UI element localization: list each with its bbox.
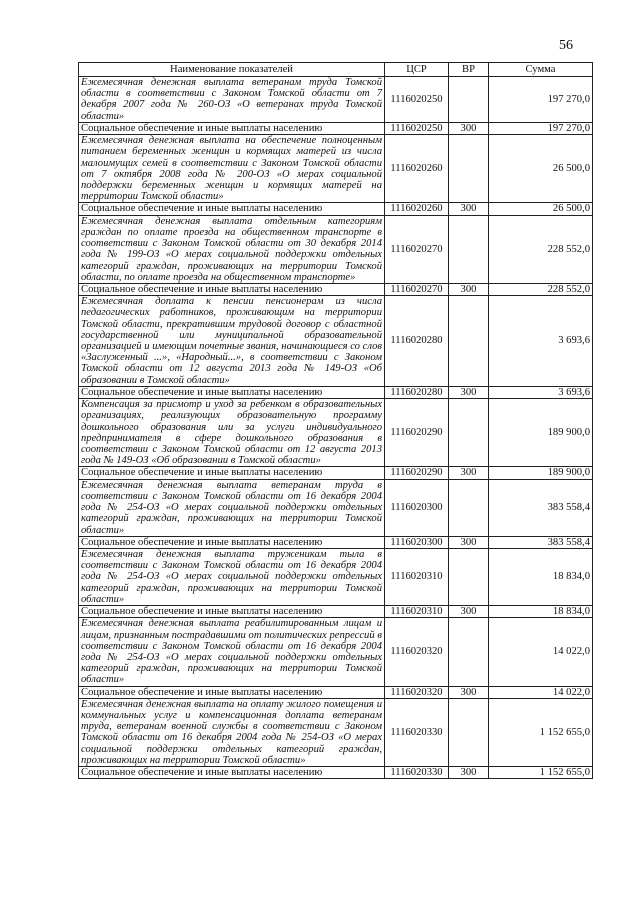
row-sum: 18 834,0 xyxy=(489,606,593,618)
row-sum: 3 693,6 xyxy=(489,386,593,398)
table-row xyxy=(79,77,593,123)
row-sum: 14 022,0 xyxy=(489,686,593,698)
row-sum: 189 900,0 xyxy=(489,399,593,467)
row-vr xyxy=(449,399,489,467)
table-header-row xyxy=(79,63,593,77)
row-vr: 300 xyxy=(449,606,489,618)
row-name: Социальное обеспечение и иные выплаты населению xyxy=(79,203,385,215)
row-name: Ежемесячная денежная выплата отдельным категориям граждан по оплате проезда на общественном транспорте в соответствии с Законом Томской области от 30 декабря 2014 года № 199-ОЗ «О мерах социальной поддержки отдельных категорий граждан, проживающих на территории Томской области, по оплате проезда на общественном транспорте» xyxy=(79,215,385,283)
row-vr xyxy=(449,548,489,605)
row-csr: 1116020270 xyxy=(385,283,449,295)
row-name: Ежемесячная денежная выплата на обеспечение полноценным питанием беременных женщин и кормящих матерей из числа малоимущих семей в соответствии с Законом Томской области от 7 октября 2008 года № 200-ОЗ «О мерах социальной поддержки беременных женщин и кормящих матерей на территории Томской области» xyxy=(79,135,385,203)
row-sum: 18 834,0 xyxy=(489,548,593,605)
row-sum: 189 900,0 xyxy=(489,467,593,479)
row-name: Ежемесячная денежная выплата ветеранам труда в соответствии с Законом Томской области от 16 декабря 2004 года № 254-ОЗ «О мерах социальной поддержки отдельных категорий граждан, проживающих на территории Томской области» xyxy=(79,479,385,536)
row-name: Социальное обеспечение и иные выплаты населению xyxy=(79,536,385,548)
row-csr: 1116020300 xyxy=(385,479,449,536)
row-csr: 1116020330 xyxy=(385,767,449,779)
row-name: Ежемесячная денежная выплата на оплату жилого помещения и коммунальных услуг и компенсационная доплата ветеранам труда, ветеранам военной службы в соответствии с Законом Томской области от 16 декабря 2004 года № 254-ОЗ «О мерах социальной поддержки отдельных категорий граждан, проживающих на территории Томской области» xyxy=(79,698,385,766)
row-csr: 1116020290 xyxy=(385,399,449,467)
row-csr: 1116020280 xyxy=(385,296,449,387)
table-row xyxy=(79,296,593,387)
row-name: Социальное обеспечение и иные выплаты населению xyxy=(79,686,385,698)
table-row xyxy=(79,467,593,479)
row-csr: 1116020270 xyxy=(385,215,449,283)
row-sum: 197 270,0 xyxy=(489,122,593,134)
row-csr: 1116020300 xyxy=(385,536,449,548)
row-name: Социальное обеспечение и иные выплаты населению xyxy=(79,386,385,398)
table-row xyxy=(79,122,593,134)
row-name: Социальное обеспечение и иные выплаты населению xyxy=(79,606,385,618)
budget-table xyxy=(78,62,593,779)
row-vr xyxy=(449,77,489,123)
table-row xyxy=(79,479,593,536)
row-name: Социальное обеспечение и иные выплаты населению xyxy=(79,767,385,779)
row-name: Социальное обеспечение и иные выплаты населению xyxy=(79,283,385,295)
row-name: Ежемесячная денежная выплата ветеранам труда Томской области в соответствии с Законом Томской области от 7 декабря 2007 года № 260-ОЗ «О ветеранах труда Томской области» xyxy=(79,77,385,123)
row-vr: 300 xyxy=(449,283,489,295)
row-vr: 300 xyxy=(449,686,489,698)
row-vr: 300 xyxy=(449,122,489,134)
row-name: Социальное обеспечение и иные выплаты населению xyxy=(79,122,385,134)
row-sum: 3 693,6 xyxy=(489,296,593,387)
row-vr xyxy=(449,618,489,686)
row-vr: 300 xyxy=(449,536,489,548)
header-sum: Сумма xyxy=(489,63,593,77)
table-row xyxy=(79,536,593,548)
table-row xyxy=(79,698,593,766)
row-name: Ежемесячная доплата к пенсии пенсионерам из числа педагогических работников, проживающим на территории Томской области, прекратившим трудовой договор с областной государственной или муниципальной образовательной организацией и имеющим почетные звания, начинающиеся со слов «Заслуженный ...», «Народный...», в соответствии с Законом Томской области от 12 августа 2013 года № 149-ОЗ «Об образовании в Томской области» xyxy=(79,296,385,387)
table-row xyxy=(79,686,593,698)
row-vr xyxy=(449,296,489,387)
row-sum: 197 270,0 xyxy=(489,77,593,123)
row-csr: 1116020250 xyxy=(385,77,449,123)
table-row xyxy=(79,386,593,398)
row-name: Социальное обеспечение и иные выплаты населению xyxy=(79,467,385,479)
row-vr xyxy=(449,479,489,536)
row-sum: 1 152 655,0 xyxy=(489,698,593,766)
table-row xyxy=(79,606,593,618)
row-sum: 14 022,0 xyxy=(489,618,593,686)
row-csr: 1116020250 xyxy=(385,122,449,134)
page-number: 56 xyxy=(559,38,573,53)
row-vr xyxy=(449,135,489,203)
table-row xyxy=(79,618,593,686)
row-vr: 300 xyxy=(449,767,489,779)
row-csr: 1116020260 xyxy=(385,135,449,203)
row-name: Ежемесячная денежная выплата труженикам тыла в соответствии с Законом Томской области от 16 декабря 2004 года № 254-ОЗ «О мерах социальной поддержки отдельных категорий граждан, проживающих на территории Томской области» xyxy=(79,548,385,605)
header-vr: ВР xyxy=(449,63,489,77)
row-csr: 1116020330 xyxy=(385,698,449,766)
row-vr xyxy=(449,215,489,283)
table-row xyxy=(79,203,593,215)
row-csr: 1116020320 xyxy=(385,686,449,698)
table-row xyxy=(79,399,593,467)
table-row xyxy=(79,548,593,605)
header-name: Наименование показателей xyxy=(79,63,385,77)
row-csr: 1116020320 xyxy=(385,618,449,686)
row-sum: 228 552,0 xyxy=(489,215,593,283)
row-sum: 1 152 655,0 xyxy=(489,767,593,779)
row-vr: 300 xyxy=(449,467,489,479)
row-sum: 26 500,0 xyxy=(489,203,593,215)
row-sum: 383 558,4 xyxy=(489,536,593,548)
row-vr xyxy=(449,698,489,766)
row-csr: 1116020310 xyxy=(385,548,449,605)
row-sum: 383 558,4 xyxy=(489,479,593,536)
row-sum: 26 500,0 xyxy=(489,135,593,203)
header-csr: ЦСР xyxy=(385,63,449,77)
row-name: Компенсация за присмотр и уход за ребенком в образовательных организациях, реализующих образовательную программу дошкольного образования или за услуги индивидуального предпринимателя в сфере дошкольного образования в соответствии с Законом Томской области от 12 августа 2013 года № 149-ОЗ «Об образовании в Томской области» xyxy=(79,399,385,467)
table-row xyxy=(79,215,593,283)
row-vr: 300 xyxy=(449,203,489,215)
row-csr: 1116020290 xyxy=(385,467,449,479)
table-row xyxy=(79,767,593,779)
row-csr: 1116020260 xyxy=(385,203,449,215)
table-row xyxy=(79,283,593,295)
row-csr: 1116020310 xyxy=(385,606,449,618)
table-row xyxy=(79,135,593,203)
row-name: Ежемесячная денежная выплата реабилитированным лицам и лицам, признанным пострадавшими от политических репрессий в соответствии с Законом Томской области от 16 декабря 2004 года № 254-ОЗ «О мерах социальной поддержки отдельных категорий граждан, проживающих на территории Томской области» xyxy=(79,618,385,686)
row-vr: 300 xyxy=(449,386,489,398)
row-sum: 228 552,0 xyxy=(489,283,593,295)
row-csr: 1116020280 xyxy=(385,386,449,398)
